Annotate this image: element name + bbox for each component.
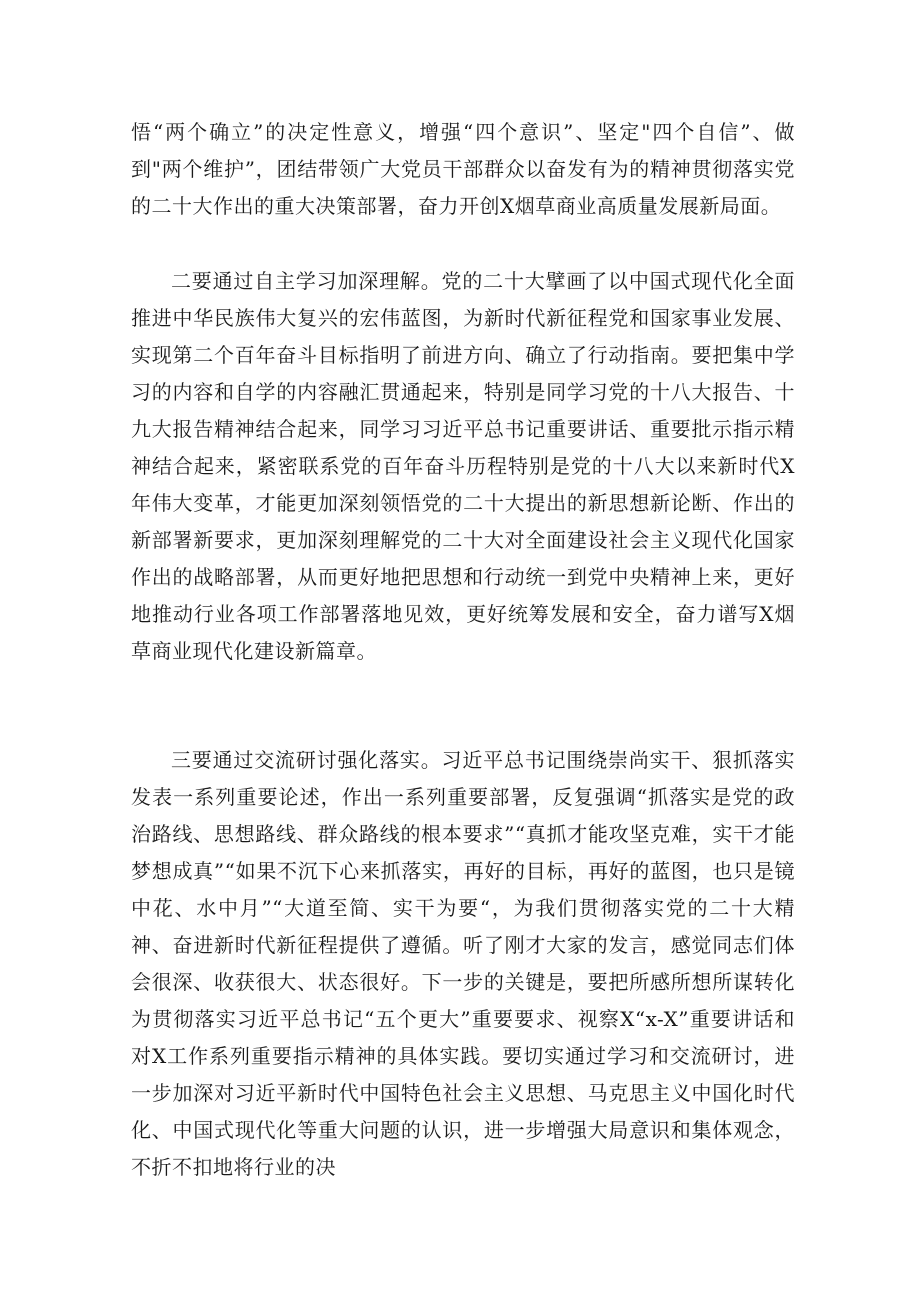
paragraph-continuation: 悟“两个确立”的决定性意义，增强“四个意识”、坚定"四个自信”、做到"两个维护”，团结带领广大党员干部群众以奋发有为的精神贯彻落实党的二十大作出的重大决策部署，奋力开创X烟草商业高质量发展新局面。 (131, 120, 795, 218)
paragraph-self-study: 二要通过自主学习加深理解。党的二十大擘画了以中国式现代化全面推进中华民族伟大复兴的宏伟蓝图，为新时代新征程党和国家事业发展、实现第二个百年奋斗目标指明了前进方向、确立了行动指南。要把集中学习的内容和自学的内容融汇贯通起来，特别是同学习党的十八大报告、十九大报告精神结合起来，同学习习近平总书记重要讲话、重要批示指示精神结合起来，紧密联系党的百年奋斗历程特别是党的十八大以来新时代X年伟大变革，才能更加深刻领悟党的二十大提出的新思想新论断、作出的新部署新要求，更加深刻理解党的二十大对全面建设社会主义现代化国家作出的战略部署，从而更好地把思想和行动统一到党中央精神上来，更好地推动行业各项工作部署落地见效，更好统筹发展和安全，奋力谱写X烟草商业现代化建设新篇章。 (131, 269, 795, 663)
paragraph-exchange-discussion: 三要通过交流研讨强化落实。习近平总书记围绕崇尚实干、狠抓落实发表一系列重要论述，作出一系列重要部署，反复强调“抓落实是党的政治路线、思想路线、群众路线的根本要求”“真抓才能攻坚克难，实干才能梦想成真”“如果不沉下心来抓落实，再好的目标，再好的蓝图，也只是镜中花、水中月”“大道至简、实干为要“，为我们贯彻落实党的二十大精神、奋进新时代新征程提供了遵循。听了刚才大家的发言，感觉同志们体会很深、收获很大、状态很好。下一步的关键是，要把所感所想所谋转化为贯彻落实习近平总书记“五个更大”重要要求、视察X“x-X”重要讲话和对X工作系列重要指示精神的具体实践。要切实通过学习和交流研讨，进一步加深对习近平新时代中国特色社会主义思想、马克思主义中国化时代化、中国式现代化等重大问题的认识，进一步增强大局意识和集体观念，不折不扣地将行业的决 (131, 748, 795, 1179)
